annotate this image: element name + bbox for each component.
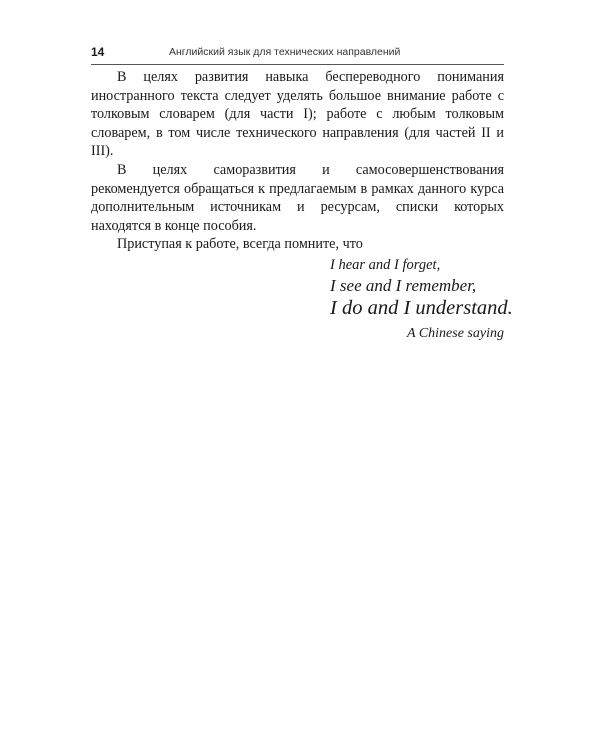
running-title: Английский язык для технических направлений [169,46,401,58]
paragraph: В целях развития навыка беспереводного понимания иностранного текста следует уделять большое внимание работе с толковым словарем (для части I); работе с любым толковым словарем, в том числе технического направления (для частей II и III). [91,69,504,160]
page-number: 14 [91,45,105,59]
epigraph-line: I do and I understand. [330,297,513,319]
epigraph-attribution: A Chinese saying [407,326,504,341]
epigraph-line: I hear and I forget, [330,257,441,273]
epigraph-line: I see and I remember, [330,276,477,295]
page-header [91,44,504,65]
paragraph: В целях саморазвития и самосовершенствования рекомендуется обращаться к предлагаемым в рамках данного курса дополнительным источникам и ресурсам, списки которых находятся в конце пособия. [91,161,504,234]
paragraph: Приступая к работе, всегда помните, что [117,236,363,253]
body-text [91,68,504,254]
epigraph [330,255,513,320]
